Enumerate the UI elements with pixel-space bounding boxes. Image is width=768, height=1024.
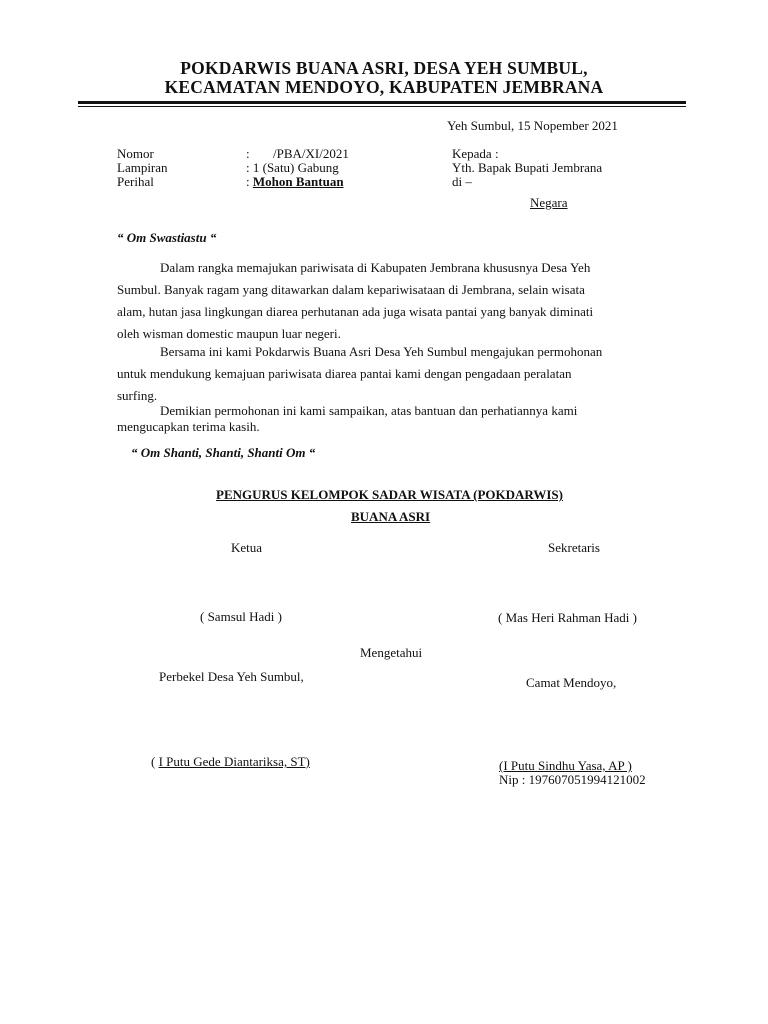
perbekel-role: Perbekel Desa Yeh Sumbul, xyxy=(159,669,304,684)
greeting-close: “ Om Shanti, Shanti, Shanti Om “ xyxy=(131,445,316,460)
paragraph-3-line-1: Demikian permohonan ini kami sampaikan, atas bantuan dan perhatiannya kami xyxy=(160,403,578,418)
place-date: Yeh Sumbul, 15 Nopember 2021 xyxy=(447,118,618,133)
paragraph-3 xyxy=(117,403,677,435)
paragraph-1-line-4: oleh wisman domestic maupun luar negeri. xyxy=(117,326,341,341)
paragraph-1-line-1: Dalam rangka memajukan pariwisata di Kabupaten Jembrana khususnya Desa Yeh xyxy=(160,260,591,275)
org-title: PENGURUS KELOMPOK SADAR WISATA (POKDARWIS) xyxy=(216,487,563,502)
ketua-name: ( Samsul Hadi ) xyxy=(200,609,282,624)
lampiran-label: Lampiran xyxy=(117,160,168,175)
letterhead-rule-thin xyxy=(78,106,686,107)
paragraph-2-line-1: Bersama ini kami Pokdarwis Buana Asri Desa Yeh Sumbul mengajukan permohonan xyxy=(160,344,603,359)
camat-name: (I Putu Sindhu Yasa, AP ) xyxy=(499,758,632,773)
paragraph-1 xyxy=(117,257,677,345)
lampiran-value: : 1 (Satu) Gabung xyxy=(246,160,339,175)
recipient-kepada: Kepada : xyxy=(452,146,499,161)
perihal-label: Perihal xyxy=(117,174,154,189)
camat-role: Camat Mendoyo, xyxy=(526,675,617,690)
sekretaris-role: Sekretaris xyxy=(548,540,600,555)
paragraph-2-line-2: untuk mendukung kemajuan pariwisata diarea pantai kami dengan pengadaan peralatan xyxy=(117,366,572,381)
camat-nip: Nip : 197607051994121002 xyxy=(499,772,646,787)
letterhead-line-2: KECAMATAN MENDOYO, KABUPATEN JEMBRANA xyxy=(164,77,604,97)
letterhead-line-1: POKDARWIS BUANA ASRI, DESA YEH SUMBUL, xyxy=(180,58,588,78)
nomor-value: /PBA/XI/2021 xyxy=(273,146,349,161)
mengetahui-label: Mengetahui xyxy=(360,645,423,660)
perihal-row xyxy=(246,174,344,190)
ketua-role: Ketua xyxy=(231,540,263,555)
org-subtitle: BUANA ASRI xyxy=(351,509,431,524)
recipient-di: di – xyxy=(452,174,472,189)
recipient-name: Yth. Bapak Bupati Jembrana xyxy=(452,160,603,175)
perbekel-name: I Putu Gede Diantariksa, ST) xyxy=(158,754,310,769)
perihal-colon: : xyxy=(246,174,253,189)
paragraph-3-line-2: mengucapkan terima kasih. xyxy=(117,419,260,434)
nomor-colon: : xyxy=(246,146,250,161)
sekretaris-name: ( Mas Heri Rahman Hadi ) xyxy=(498,610,637,625)
perihal-value: Mohon Bantuan xyxy=(252,174,344,189)
paragraph-2-line-3: surfing. xyxy=(117,388,158,403)
perbekel-name-row xyxy=(151,754,310,770)
perbekel-open-paren: ( xyxy=(151,754,159,769)
letterhead-rule-thick xyxy=(78,101,686,104)
recipient-city: Negara xyxy=(530,195,568,210)
nomor-label: Nomor xyxy=(117,146,154,161)
paragraph-1-line-2: Sumbul. Banyak ragam yang ditawarkan dalam kepariwisataan di Jembrana, selain wisata xyxy=(117,282,585,297)
greeting-open: “ Om Swastiastu “ xyxy=(117,230,217,245)
paragraph-2 xyxy=(117,341,677,407)
paragraph-1-line-3: alam, hutan jasa lingkungan diarea perhutanan ada juga wisata pantai yang banyak diminati xyxy=(117,304,594,319)
